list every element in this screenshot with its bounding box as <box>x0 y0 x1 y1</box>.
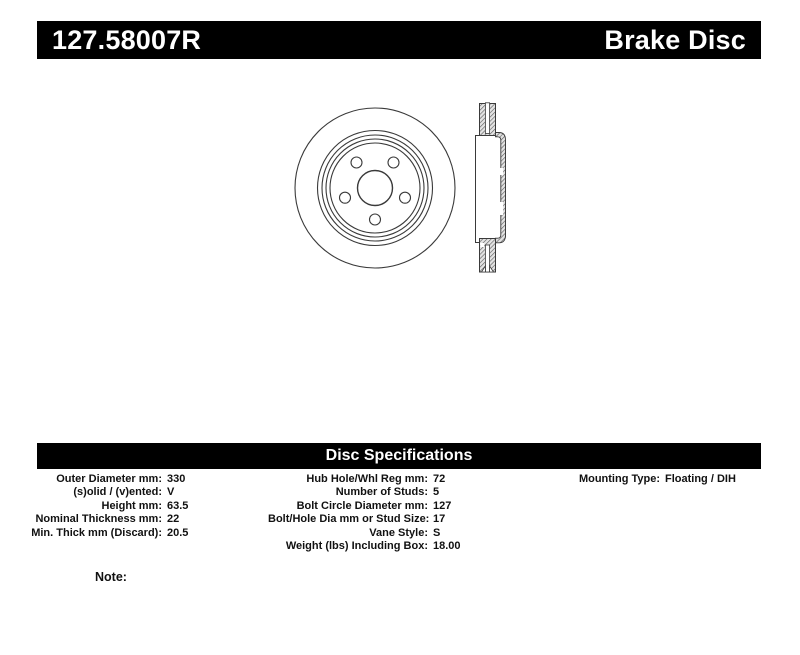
spec-label: Bolt/Hole Dia mm or Stud Size: <box>268 513 430 526</box>
spec-value: 330 <box>167 473 186 485</box>
hub-ring-3 <box>330 143 420 233</box>
spec-label: Mounting Type: <box>578 473 660 485</box>
spec-row <box>268 486 461 499</box>
spec-value: S <box>433 526 441 539</box>
spec-label: Bolt Circle Diameter mm: <box>296 499 428 512</box>
spec-column-left <box>30 473 188 540</box>
disc-outer-edge <box>295 108 455 268</box>
disc-front-view <box>295 108 455 268</box>
spec-row <box>268 500 461 513</box>
spec-label: Number of Studs: <box>335 486 428 499</box>
spec-value: V <box>167 486 175 499</box>
spec-row <box>268 473 461 486</box>
stud-hole <box>370 214 381 225</box>
spec-column-right <box>535 473 736 486</box>
spec-label: Hub Hole/Whl Reg mm: <box>306 473 428 485</box>
wall-notch <box>500 168 503 175</box>
stud-hole <box>340 192 351 203</box>
note-label: Note: <box>95 570 127 584</box>
spec-label: Weight (lbs) Including Box: <box>285 539 428 552</box>
spec-row <box>30 500 188 513</box>
joint-notch <box>480 243 484 247</box>
spec-row <box>30 527 188 540</box>
vent-slot-bottom <box>485 245 489 272</box>
spec-value: 127 <box>433 499 452 512</box>
spec-label: Nominal Thickness mm: <box>35 513 162 526</box>
stud-hole <box>388 157 399 168</box>
part-number: 127.58007R <box>52 24 202 55</box>
vent-slot-top <box>485 103 489 134</box>
spec-label: Vane Style: <box>369 526 428 539</box>
wall-notch <box>500 202 503 215</box>
stud-hole <box>400 192 411 203</box>
stud-hole <box>351 157 362 168</box>
center-bore <box>358 171 393 206</box>
spec-row <box>30 486 188 499</box>
spec-column-middle <box>268 473 461 553</box>
spec-value: Floating / DIH <box>665 473 736 485</box>
disc-side-profile <box>476 103 506 272</box>
spec-value: 18.00 <box>433 539 461 552</box>
spec-row <box>30 473 188 486</box>
spec-value: 22 <box>167 513 180 526</box>
spec-label: Outer Diameter mm: <box>56 473 162 485</box>
spec-value: 5 <box>433 486 440 499</box>
spec-row <box>268 540 461 553</box>
spec-row <box>268 527 461 540</box>
spec-value: 20.5 <box>167 526 189 539</box>
spec-row <box>268 513 461 526</box>
product-type-title: Brake Disc <box>604 24 746 55</box>
spec-label: Min. Thick mm (Discard): <box>31 526 162 539</box>
spec-section-header <box>37 443 761 469</box>
friction-surface-ring <box>318 131 433 246</box>
spec-section-title: Disc Specifications <box>325 447 473 464</box>
spec-label: Height mm: <box>101 499 162 512</box>
hub-ring-2 <box>326 139 424 237</box>
spec-row <box>535 473 736 486</box>
spec-value: 17 <box>433 513 446 526</box>
spec-value: 72 <box>433 473 446 485</box>
spec-label: (s)olid / (v)ented: <box>73 486 162 499</box>
spec-row <box>30 513 188 526</box>
spec-value: 63.5 <box>167 499 189 512</box>
